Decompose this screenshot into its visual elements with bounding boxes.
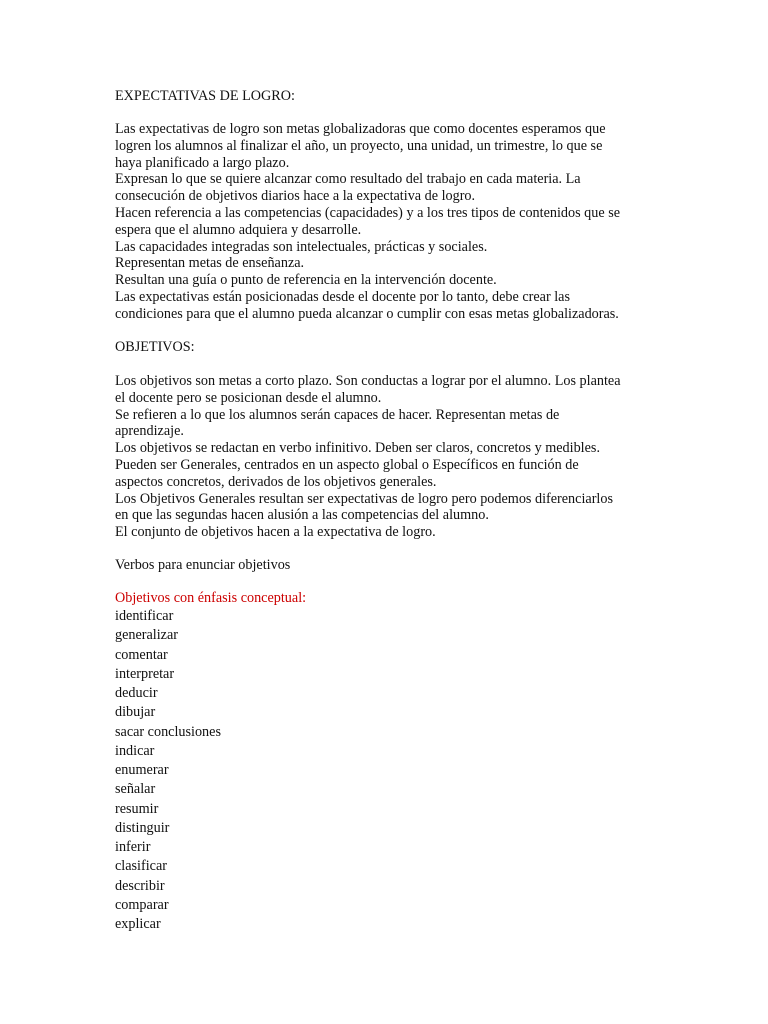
enfasis-heading-block [115, 590, 685, 607]
text-line: consecución de objetivos diarios hace a la expectativa de logro. [115, 188, 476, 205]
verb-item: resumir [115, 800, 159, 817]
verbos-intro-block [115, 557, 685, 574]
objetivos-paragraph [115, 373, 685, 541]
verb-item: identificar [115, 608, 174, 624]
text-line: Los Objetivos Generales resultan ser expectativas de logro pero podemos diferenciarlos [115, 490, 613, 507]
text-line: Hacen referencia a las competencias (capacidades) y a los tres tipos de contenidos que se [115, 204, 621, 221]
verb-item: deducir [115, 685, 158, 701]
verb-item: describir [115, 877, 165, 894]
verb-item: indicar [115, 742, 155, 759]
text-line: logren los alumnos al finalizar el año, un proyecto, una unidad, un trimestre, lo que se [115, 137, 603, 154]
text-line: haya planificado a largo plazo. [115, 154, 290, 171]
text-line: aspectos concretos, derivados de los objetivos generales. [115, 473, 437, 490]
text-line: aprendizaje. [115, 423, 184, 440]
text-line: el docente pero se posicionan desde el alumno. [115, 389, 382, 406]
verb-item: comentar [115, 646, 168, 663]
verb-item: dibujar [115, 704, 156, 721]
verb-item: señalar [115, 781, 156, 798]
verbos-intro: Verbos para enunciar objetivos [115, 557, 291, 573]
text-line: Las expectativas están posicionadas desde el docente por lo tanto, debe crear las [115, 288, 570, 305]
text-line: Representan metas de enseñanza. [115, 255, 305, 272]
verb-item: sacar conclusiones [115, 723, 221, 740]
verb-item: clasificar [115, 858, 167, 875]
verb-item: generalizar [115, 627, 179, 644]
heading-expectativas: EXPECTATIVAS DE LOGRO: [115, 88, 295, 104]
text-line: Pueden ser Generales, centrados en un aspecto global o Específicos en función de [115, 456, 579, 473]
text-line: El conjunto de objetivos hacen a la expectativa de logro. [115, 524, 436, 541]
heading-objetivos-block [115, 339, 685, 356]
text-line: Se refieren a lo que los alumnos serán capaces de hacer. Representan metas de [115, 406, 560, 423]
verb-item: comparar [115, 896, 169, 913]
verb-item: distinguir [115, 819, 170, 836]
verb-item: explicar [115, 916, 161, 932]
text-line: Expresan lo que se quiere alcanzar como resultado del trabajo en cada materia. La [115, 171, 581, 188]
enfasis-conceptual-heading: Objetivos con énfasis conceptual: [115, 590, 307, 606]
text-line: Las expectativas de logro son metas globalizadoras que como docentes esperamos que [115, 121, 606, 137]
expectativas-paragraph [115, 121, 685, 323]
heading-expectativas-block [115, 88, 685, 105]
verb-item: enumerar [115, 762, 169, 778]
text-line: en que las segundas hacen alusión a las competencias del alumno. [115, 507, 489, 524]
verb-item: inferir [115, 839, 151, 855]
verb-item: interpretar [115, 665, 175, 682]
text-line: Las capacidades integradas son intelectuales, prácticas y sociales. [115, 238, 488, 255]
text-line: Resultan una guía o punto de referencia en la intervención docente. [115, 272, 497, 289]
text-line: Los objetivos son metas a corto plazo. Son conductas a lograr por el alumno. Los plantea [115, 373, 621, 389]
text-line: condiciones para que el alumno pueda alcanzar o cumplir con esas metas globalizadoras. [115, 305, 619, 322]
heading-objetivos: OBJETIVOS: [115, 339, 195, 355]
text-line: espera que el alumno adquiera y desarrolle. [115, 221, 362, 238]
verb-list [115, 607, 685, 934]
text-line: Los objetivos se redactan en verbo infinitivo. Deben ser claros, concretos y medibles. [115, 440, 600, 457]
